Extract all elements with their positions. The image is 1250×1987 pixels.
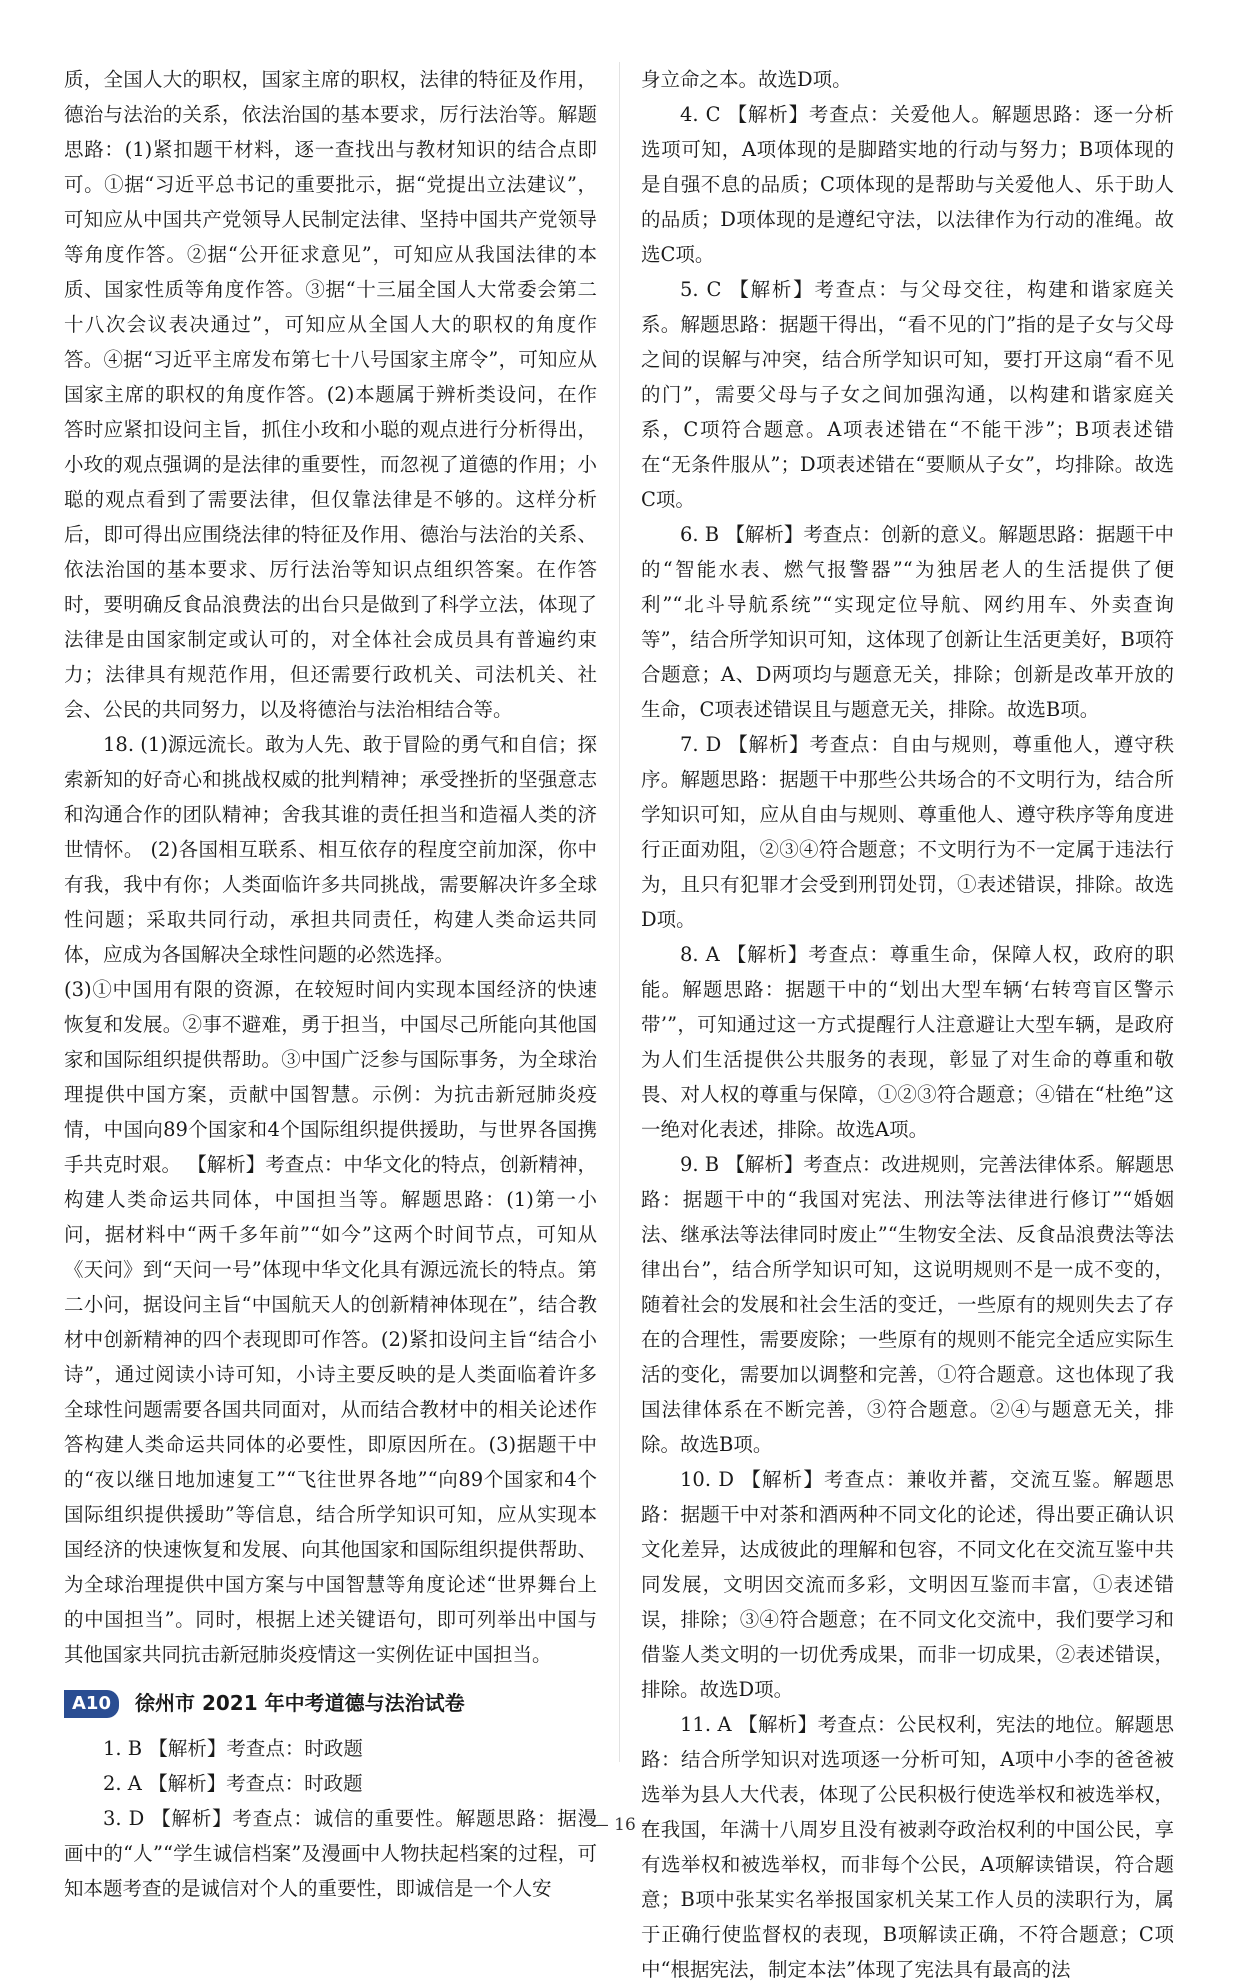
- answer-11: 11. A 【解析】考查点：公民权利，宪法的地位。解题思路：结合所学知识对选项逐一分析可知，A项中小李的爸爸被选举为县人大代表，体现了公民积极行使选举权和被选举权，在我国，年满十八周岁且没有被剥夺政治权利的中国公民，享有选举权和被选举权，而非每个公民，A项解读错误，符合题意；B项中张某实名举报国家机关某工作人员的渎职行为，属于正确行使监督权的表现，B项解读正确，不符合题意；C项中“根据宪法，制定本法”体现了宪法具有最高的法: [641, 1713, 1174, 1981]
- answer-1: 1. B 【解析】考查点：时政题: [103, 1737, 363, 1760]
- paragraph-answer-18-part1: 18. (1)源远流长。敢为人先、敢于冒险的勇气和自信；探索新知的好奇心和挑战权威的批判精神；承受挫折的坚强意志和沟通合作的团队精神；舍我其谁的责任担当和造福人类的济世情怀。 (2)各国相互联系、相互依存的程度空前加深，你中有我，我中有你；人类面临许多共同挑战，需要解决许多全球性问题；采取共同行动，承担共同责任，构建人类命运共同体，应成为各国解决全球性问题的必然选择。: [64, 733, 597, 966]
- answer-6: 6. B 【解析】考查点：创新的意义。解题思路：据题干中的“智能水表、燃气报警器”“为独居老人的生活提供了便利”“北斗导航系统”“实现定位导航、网约用车、外卖查询等”，结合所学知识可知，这体现了创新让生活更美好，B项符合题意；A、D两项均与题意无关，排除；创新是改革开放的生命，C项表述错误且与题意无关，排除。故选B项。: [641, 523, 1174, 721]
- paragraph-answer-18-part3: (3)①中国用有限的资源，在较短时间内实现本国经济的快速恢复和发展。②事不避难，勇于担当，中国尽己所能向其他国家和国际组织提供帮助。③中国广泛参与国际事务，为全球治理提供中国方案，贡献中国智慧。示例：为抗击新冠肺炎疫情，中国向89个国家和4个国际组织提供援助，与世界各国携手共克时艰。 【解析】考查点：中华文化的特点，创新精神，构建人类命运共同体，中国担当等。解题思路：(1)第一小问，据材料中“两千多年前”“如今”这两个时间节点，可知从《天问》到“天问一号”体现中华文化具有源远流长的特点。第二小问，据设问主旨“中国航天人的创新精神体现在”，结合教材中创新精神的四个表现即可作答。(2)紧扣设问主旨“结合小诗”，通过阅读小诗可知，小诗主要反映的是人类面临着许多全球性问题需要各国共同面对，从而结合教材中的相关论述作答构建人类命运共同体的必要性，即原因所在。(3)据题干中的“夜以继日地加速复工”“飞往世界各地”“向89个国家和4个国际组织提供援助”等信息，结合所学知识可知，应从实现本国经济的快速恢复和发展、向其他国家和国际组织提供帮助、为全球治理提供中国方案与中国智慧等角度论述“世界舞台上的中国担当”。同时，根据上述关键语句，即可列举出中国与其他国家共同抗击新冠肺炎疫情这一实例佐证中国担当。: [64, 978, 597, 1666]
- section-heading: [64, 1686, 597, 1721]
- answer-7: 7. D 【解析】考查点：自由与规则，尊重他人，遵守秩序。解题思路：据题干中那些公共场合的不文明行为，结合所学知识可知，应从自由与规则、尊重他人、遵守秩序等角度进行正面劝阻，②③④符合题意；不文明行为不一定属于违法行为，且只有犯罪才会受到刑罚处罚，①表述错误，排除。故选D项。: [641, 733, 1174, 931]
- answer-8: 8. A 【解析】考查点：尊重生命，保障人权，政府的职能。解题思路：据题干中的“划出大型车辆‘右转弯盲区警示带’”，可知通过这一方式提醒行人注意避让大型车辆，是政府为人们生活提供公共服务的表现，彰显了对生命的尊重和敬畏、对人权的尊重与保障，①②③符合题意；④错在“杜绝”这一绝对化表述，排除。故选A项。: [641, 943, 1174, 1141]
- page-number: — 16 —: [591, 1815, 659, 1835]
- column-divider: [619, 62, 620, 1762]
- right-column: [641, 62, 1174, 1987]
- paragraph-answer-17-analysis: 质，全国人大的职权，国家主席的职权，法律的特征及作用，德治与法治的关系，依法治国的基本要求，厉行法治等。解题思路：(1)紧扣题干材料，逐一查找出与教材知识的结合点即可。①据“习近平总书记的重要批示，据“党提出立法建议”，可知应从中国共产党领导人民制定法律、坚持中国共产党领导等角度作答。②据“公开征求意见”，可知应从我国法律的本质、国家性质等角度作答。③据“十三届全国人大常委会第二十八次会议表决通过”，可知应从全国人大的职权的角度作答。④据“习近平主席发布第七十八号国家主席令”，可知应从国家主席的职权的角度作答。(2)本题属于辨析类设问，在作答时应紧扣设问主旨，抓住小玫和小聪的观点进行分析得出，小玫的观点强调的是法律的重要性，而忽视了道德的作用；小聪的观点看到了需要法律，但仅靠法律是不够的。这样分析后，即可得出应围绕法律的特征及作用、德治与法治的关系、依法治国的基本要求、厉行法治等知识点组织答案。在作答时，要明确反食品浪费法的出台只是做到了科学立法，体现了法律是由国家制定或认可的，对全体社会成员具有普遍约束力；法律具有规范作用，但还需要行政机关、司法机关、社会、公民的共同努力，以及将德治与法治相结合等。: [64, 68, 597, 721]
- answer-5: 5. C 【解析】考查点：与父母交往，构建和谐家庭关系。解题思路：据题干得出，“看不见的门”指的是子女与父母之间的误解与冲突，结合所学知识可知，要打开这扇“看不见的门”，需要父母与子女之间加强沟通，以构建和谐家庭关系，C项符合题意。A项表述错在“不能干涉”；B项表述错在“无条件服从”；D项表述错在“要顺从子女”，均排除。故选C项。: [641, 278, 1174, 511]
- left-column: [64, 62, 597, 1906]
- answer-3: 3. D 【解析】考查点：诚信的重要性。解题思路：据漫画中的“人”“学生诚信档案”及漫画中人物扶起档案的过程，可知本题考查的是诚信对个人的重要性，即诚信是一个人安: [64, 1807, 597, 1900]
- section-title: 徐州市 2021 年中考道德与法治试卷: [134, 1691, 465, 1715]
- answer-10: 10. D 【解析】考查点：兼收并蓄，交流互鉴。解题思路：据题干中对茶和酒两种不同文化的论述，得出要正确认识文化差异，达成彼此的理解和包容，不同文化在交流互鉴中共同发展，文明因交流而多彩，文明因互鉴而丰富，①表述错误，排除；③④符合题意；在不同文化交流中，我们要学习和借鉴人类文明的一切优秀成果，而非一切成果，②表述错误，排除。故选D项。: [641, 1468, 1174, 1701]
- answer-9: 9. B 【解析】考查点：改进规则，完善法律体系。解题思路：据题干中的“我国对宪法、刑法等法律进行修订”“婚姻法、继承法等法律同时废止”“生物安全法、反食品浪费法等法律出台”，结合所学知识可知，这说明规则不是一成不变的，随着社会的发展和社会生活的变迁，一些原有的规则失去了存在的合理性，需要废除；一些原有的规则不能完全适应实际生活的变化，需要加以调整和完善，①符合题意。这也体现了我国法律体系在不断完善，③符合题意。②④与题意无关，排除。故选B项。: [641, 1153, 1174, 1456]
- answer-4: 4. C 【解析】考查点：关爱他人。解题思路：逐一分析选项可知，A项体现的是脚踏实地的行动与努力；B项体现的是自强不息的品质；C项体现的是帮助与关爱他人、乐于助人的品质；D项体现的是遵纪守法，以法律作为行动的准绳。故选C项。: [641, 103, 1174, 266]
- section-badge: A10: [64, 1690, 119, 1718]
- answer-3-continued: 身立命之本。故选D项。: [641, 68, 852, 91]
- answer-2: 2. A 【解析】考查点：时政题: [103, 1772, 363, 1795]
